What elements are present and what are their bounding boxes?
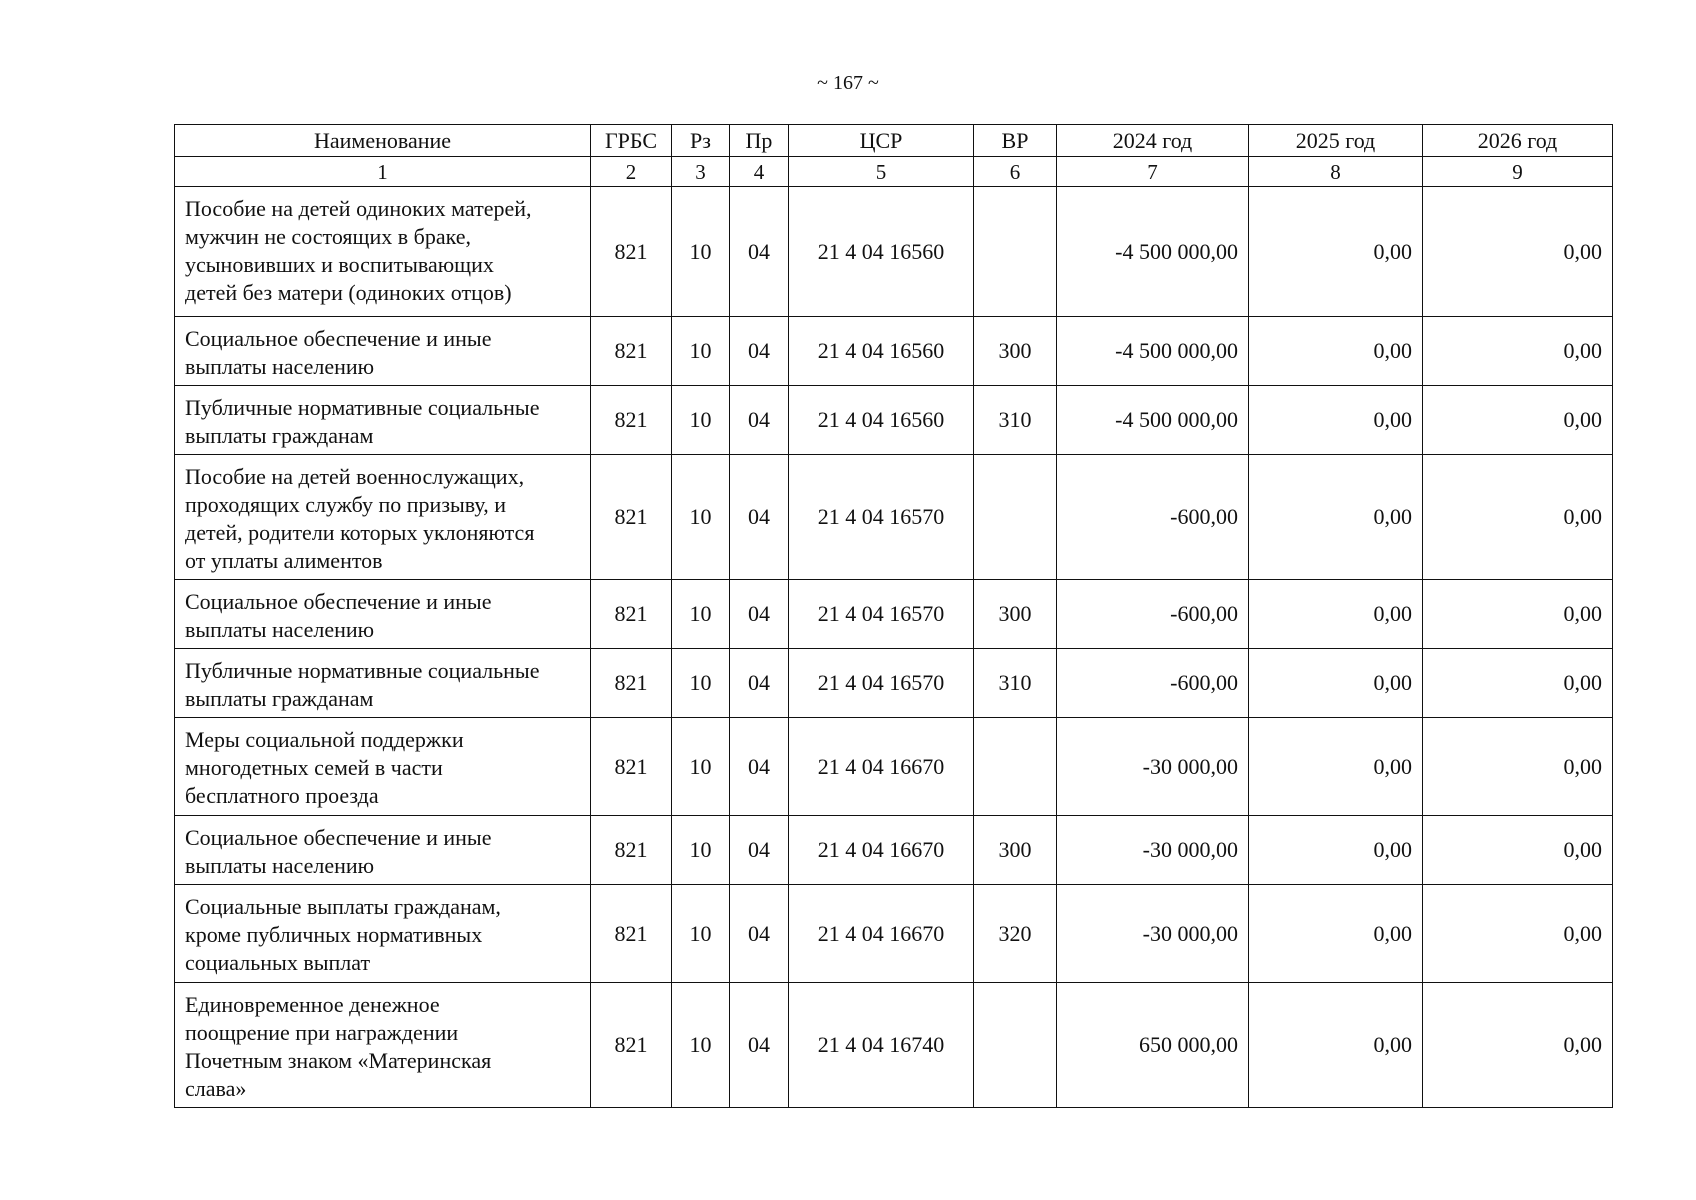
- cell-csr: 21 4 04 16570: [789, 455, 974, 580]
- cell-2024: -30 000,00: [1057, 718, 1249, 816]
- cell-pr: 04: [730, 317, 789, 386]
- cell-name: [175, 455, 591, 580]
- cell-rz: 10: [672, 816, 730, 885]
- cell-pr: 04: [730, 580, 789, 649]
- cell-vr: 300: [974, 317, 1057, 386]
- cell-csr: 21 4 04 16560: [789, 386, 974, 455]
- cell-name-line: слава»: [185, 1076, 247, 1101]
- header-csr: ЦСР: [789, 125, 974, 157]
- cell-name-line: выплаты гражданам: [185, 686, 374, 711]
- cell-2025: 0,00: [1249, 386, 1423, 455]
- cell-name-line: выплаты гражданам: [185, 423, 374, 448]
- cell-2026: 0,00: [1423, 816, 1613, 885]
- cell-2026: 0,00: [1423, 580, 1613, 649]
- cell-rz: 10: [672, 983, 730, 1108]
- cell-name-line: Социальные выплаты гражданам,: [185, 894, 501, 919]
- cell-grbs: 821: [591, 455, 672, 580]
- cell-vr: 300: [974, 816, 1057, 885]
- cell-name-line: от уплаты алиментов: [185, 548, 383, 573]
- cell-pr: 04: [730, 816, 789, 885]
- cell-name-line: Почетным знаком «Материнская: [185, 1048, 492, 1073]
- cell-name: [175, 649, 591, 718]
- table-row: [175, 816, 1613, 885]
- cell-name: [175, 983, 591, 1108]
- cell-name-line: Социальное обеспечение и иные: [185, 326, 492, 351]
- cell-2026: 0,00: [1423, 187, 1613, 317]
- cell-rz: 10: [672, 455, 730, 580]
- cell-name: [175, 580, 591, 649]
- cell-grbs: 821: [591, 187, 672, 317]
- header-2024: 2024 год: [1057, 125, 1249, 157]
- cell-grbs: 821: [591, 718, 672, 816]
- cell-2025: 0,00: [1249, 580, 1423, 649]
- cell-vr: [974, 718, 1057, 816]
- table-row: [175, 455, 1613, 580]
- cell-name-line: усыновивших и воспитывающих: [185, 252, 494, 277]
- cell-2025: 0,00: [1249, 983, 1423, 1108]
- header-grbs: ГРБС: [591, 125, 672, 157]
- column-number: 7: [1057, 157, 1249, 187]
- cell-name-line: выплаты населению: [185, 853, 375, 878]
- column-number: 4: [730, 157, 789, 187]
- cell-rz: 10: [672, 386, 730, 455]
- column-number: 3: [672, 157, 730, 187]
- cell-name-line: Пособие на детей военнослужащих,: [185, 464, 525, 489]
- cell-csr: 21 4 04 16740: [789, 983, 974, 1108]
- table-row: [175, 983, 1613, 1108]
- cell-pr: 04: [730, 455, 789, 580]
- cell-rz: 10: [672, 718, 730, 816]
- cell-vr: 310: [974, 649, 1057, 718]
- header-row: [175, 125, 1613, 157]
- cell-rz: 10: [672, 317, 730, 386]
- cell-grbs: 821: [591, 983, 672, 1108]
- table-row: [175, 885, 1613, 983]
- header-name: Наименование: [175, 125, 591, 157]
- cell-csr: 21 4 04 16570: [789, 580, 974, 649]
- cell-name-line: проходящих службу по призыву, и: [185, 492, 506, 517]
- cell-2026: 0,00: [1423, 317, 1613, 386]
- cell-pr: 04: [730, 718, 789, 816]
- cell-name-line: Социальное обеспечение и иные: [185, 825, 492, 850]
- table-row: [175, 649, 1613, 718]
- cell-rz: 10: [672, 885, 730, 983]
- cell-name-line: Социальное обеспечение и иные: [185, 589, 492, 614]
- cell-grbs: 821: [591, 580, 672, 649]
- header-rz: Рз: [672, 125, 730, 157]
- cell-2025: 0,00: [1249, 455, 1423, 580]
- header-2025: 2025 год: [1249, 125, 1423, 157]
- table-row: [175, 386, 1613, 455]
- cell-name-line: поощрение при награждении: [185, 1020, 459, 1045]
- cell-name-line: Публичные нормативные социальные: [185, 395, 540, 420]
- cell-csr: 21 4 04 16670: [789, 816, 974, 885]
- cell-name: [175, 816, 591, 885]
- cell-grbs: 821: [591, 317, 672, 386]
- header-2026: 2026 год: [1423, 125, 1613, 157]
- cell-2024: -30 000,00: [1057, 885, 1249, 983]
- table-row: [175, 317, 1613, 386]
- table-row: [175, 580, 1613, 649]
- cell-name-line: бесплатного проезда: [185, 783, 379, 808]
- cell-rz: 10: [672, 580, 730, 649]
- cell-csr: 21 4 04 16560: [789, 187, 974, 317]
- cell-name-line: выплаты населению: [185, 617, 375, 642]
- cell-2024: -4 500 000,00: [1057, 187, 1249, 317]
- cell-pr: 04: [730, 649, 789, 718]
- cell-name: [175, 317, 591, 386]
- cell-2026: 0,00: [1423, 885, 1613, 983]
- cell-2024: -4 500 000,00: [1057, 386, 1249, 455]
- column-number: 6: [974, 157, 1057, 187]
- cell-rz: 10: [672, 649, 730, 718]
- page-number: ~ 167 ~: [817, 72, 879, 94]
- cell-rz: 10: [672, 187, 730, 317]
- header-pr: Пр: [730, 125, 789, 157]
- cell-name-line: кроме публичных нормативных: [185, 922, 483, 947]
- cell-name-line: мужчин не состоящих в браке,: [185, 224, 471, 249]
- cell-name-line: многодетных семей в части: [185, 755, 443, 780]
- cell-vr: [974, 983, 1057, 1108]
- column-number: 1: [175, 157, 591, 187]
- cell-pr: 04: [730, 187, 789, 317]
- cell-csr: 21 4 04 16670: [789, 718, 974, 816]
- cell-2024: -600,00: [1057, 580, 1249, 649]
- cell-grbs: 821: [591, 649, 672, 718]
- cell-csr: 21 4 04 16570: [789, 649, 974, 718]
- cell-2026: 0,00: [1423, 983, 1613, 1108]
- cell-pr: 04: [730, 885, 789, 983]
- cell-name: [175, 885, 591, 983]
- cell-csr: 21 4 04 16670: [789, 885, 974, 983]
- header-vr: ВР: [974, 125, 1057, 157]
- cell-2024: -600,00: [1057, 455, 1249, 580]
- cell-pr: 04: [730, 983, 789, 1108]
- cell-vr: 300: [974, 580, 1057, 649]
- budget-table: [174, 124, 1613, 1108]
- cell-name: [175, 718, 591, 816]
- cell-2024: -30 000,00: [1057, 816, 1249, 885]
- cell-2025: 0,00: [1249, 317, 1423, 386]
- table-body: [175, 187, 1613, 1108]
- column-number-row: [175, 157, 1613, 187]
- table-row: [175, 718, 1613, 816]
- cell-2024: -4 500 000,00: [1057, 317, 1249, 386]
- cell-2026: 0,00: [1423, 455, 1613, 580]
- cell-2025: 0,00: [1249, 885, 1423, 983]
- cell-grbs: 821: [591, 885, 672, 983]
- cell-2024: -600,00: [1057, 649, 1249, 718]
- cell-name-line: социальных выплат: [185, 950, 371, 975]
- cell-name: [175, 187, 591, 317]
- cell-grbs: 821: [591, 816, 672, 885]
- cell-vr: 320: [974, 885, 1057, 983]
- cell-name-line: выплаты населению: [185, 354, 375, 379]
- cell-2026: 0,00: [1423, 649, 1613, 718]
- column-number: 2: [591, 157, 672, 187]
- cell-name-line: Публичные нормативные социальные: [185, 658, 540, 683]
- cell-2025: 0,00: [1249, 718, 1423, 816]
- cell-2025: 0,00: [1249, 649, 1423, 718]
- cell-vr: [974, 187, 1057, 317]
- cell-pr: 04: [730, 386, 789, 455]
- column-number: 8: [1249, 157, 1423, 187]
- cell-vr: 310: [974, 386, 1057, 455]
- cell-2025: 0,00: [1249, 816, 1423, 885]
- column-number: 5: [789, 157, 974, 187]
- cell-name: [175, 386, 591, 455]
- cell-2026: 0,00: [1423, 718, 1613, 816]
- cell-name-line: Единовременное денежное: [185, 992, 440, 1017]
- cell-2025: 0,00: [1249, 187, 1423, 317]
- cell-name-line: Пособие на детей одиноких матерей,: [185, 196, 532, 221]
- cell-2026: 0,00: [1423, 386, 1613, 455]
- cell-name-line: Меры социальной поддержки: [185, 727, 464, 752]
- cell-csr: 21 4 04 16560: [789, 317, 974, 386]
- cell-name-line: детей без матери (одиноких отцов): [185, 280, 512, 305]
- cell-vr: [974, 455, 1057, 580]
- column-number: 9: [1423, 157, 1613, 187]
- cell-2024: 650 000,00: [1057, 983, 1249, 1108]
- cell-name-line: детей, родители которых уклоняются: [185, 520, 535, 545]
- cell-grbs: 821: [591, 386, 672, 455]
- table-row: [175, 187, 1613, 317]
